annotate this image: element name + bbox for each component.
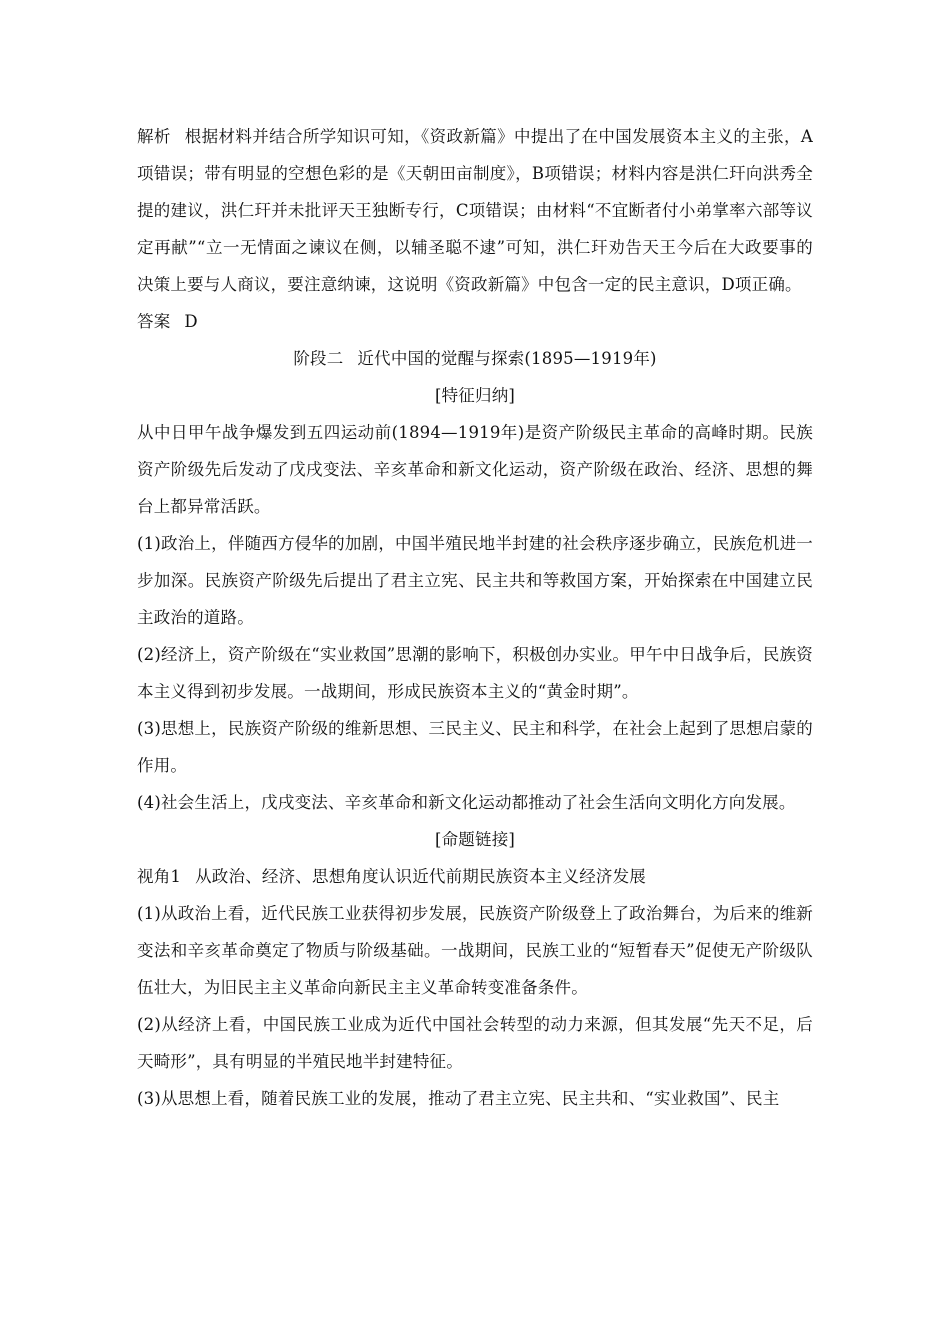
link-point-economic: (2)从经济上看，中国民族工业成为近代中国社会转型的动力来源，但其发展“先天不足，后天畸形”，具有明显的半殖民地半封建特征。 bbox=[137, 1015, 813, 1071]
features-intro: 从中日甲午战争爆发到五四运动前(1894—1919年)是资产阶级民主革命的高峰时期。民族资产阶级先后发动了戊戌变法、辛亥革命和新文化运动，资产阶级在政治、经济、思想的舞台上都异常活跃。 bbox=[137, 423, 813, 516]
answer-label: 答案 bbox=[137, 312, 171, 331]
stage-title: 近代中国的觉醒与探索(1895—1919年) bbox=[357, 349, 657, 368]
analysis-text: 根据材料并结合所学知识可知，《资政新篇》中提出了在中国发展资本主义的主张，A项错误；带有明显的空想色彩的是《天朝田亩制度》，B项错误；材料内容是洪仁玕向洪秀全提的建议，洪仁玕并未批评天王独断专行，C项错误；由材料“不宜断者付小弟掌率六部等议定再献”“立一无情面之谏议在侧，以辅圣聪不逮”可知，洪仁玕劝告天王今后在大政要事的决策上要与人商议，要注意纳谏，这说明《资政新篇》中包含一定的民主意识，D项正确。 bbox=[137, 127, 813, 294]
feature-point-social: (4)社会生活上，戊戌变法、辛亥革命和新文化运动都推动了社会生活向文明化方向发展。 bbox=[137, 793, 796, 812]
feature-point-economic: (2)经济上，资产阶级在“实业救国”思潮的影响下，积极创办实业。甲午中日战争后，民族资本主义得到初步发展。一战期间，形成民族资本主义的“黄金时期”。 bbox=[137, 645, 813, 701]
feature-point-political: (1)政治上，伴随西方侵华的加剧，中国半殖民地半封建的社会秩序逐步确立，民族危机进一步加深。民族资产阶级先后提出了君主立宪、民主共和等救国方案，开始探索在中国建立民主政治的道路。 bbox=[137, 534, 813, 627]
analysis-paragraph bbox=[137, 118, 813, 303]
links-heading: [命题链接] bbox=[434, 830, 516, 849]
perspective-heading bbox=[137, 858, 813, 895]
feature-point-thought: (3)思想上，民族资产阶级的维新思想、三民主义、民主和科学，在社会上起到了思想启蒙的作用。 bbox=[137, 719, 813, 775]
analysis-label: 解析 bbox=[137, 127, 171, 146]
perspective-label: 视角1 bbox=[137, 867, 182, 886]
page-content bbox=[137, 118, 813, 1117]
features-heading: [特征归纳] bbox=[434, 386, 516, 405]
perspective-title: 从政治、经济、思想角度认识近代前期民族资本主义经济发展 bbox=[195, 867, 647, 886]
link-point-political: (1)从政治上看，近代民族工业获得初步发展，民族资产阶级登上了政治舞台，为后来的维新变法和辛亥革命奠定了物质与阶级基础。一战期间，民族工业的“短暂春天”促使无产阶级队伍壮大，为旧民主主义革命向新民主主义革命转变准备条件。 bbox=[137, 904, 813, 997]
stage-heading bbox=[137, 340, 813, 377]
link-point-thought: (3)从思想上看，随着民族工业的发展，推动了君主立宪、民主共和、“实业救国”、民主 bbox=[137, 1089, 780, 1108]
answer-line bbox=[137, 303, 813, 340]
answer-value: D bbox=[184, 312, 198, 331]
stage-label: 阶段二 bbox=[293, 349, 344, 368]
